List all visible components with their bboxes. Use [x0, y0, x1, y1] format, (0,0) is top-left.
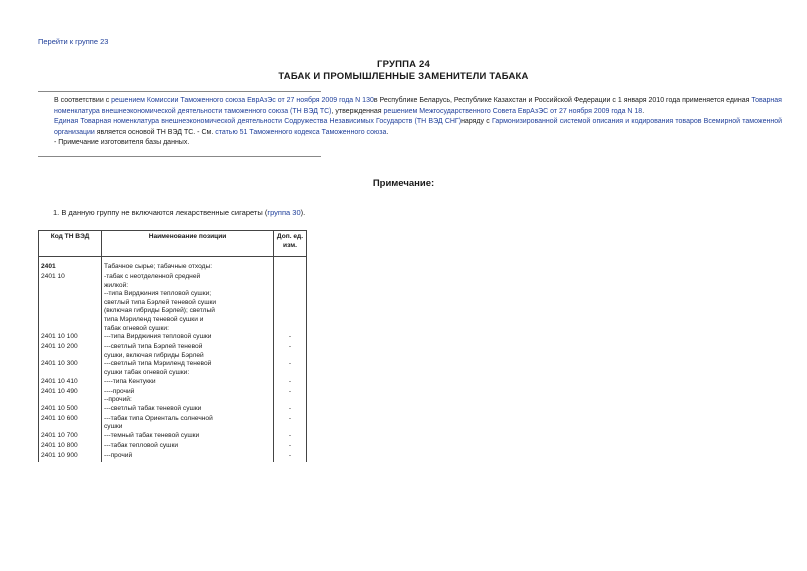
header-code: Код ТН ВЭД — [39, 231, 102, 257]
paragraph-text: наряду с — [461, 118, 492, 125]
table-row — [39, 432, 307, 442]
table-row — [39, 388, 307, 405]
group-title: ГРУППА 24 — [376, 59, 431, 70]
row-description: ----прочий --прочий: — [102, 388, 274, 405]
table-row — [39, 333, 307, 343]
paragraph-text: является основой ТН ВЭД ТС. - См. — [94, 128, 216, 136]
table-row — [39, 273, 307, 333]
document-link[interactable]: Гармонизированной системой описания и кодирования товаров Всемирной таможенной организации — [54, 118, 782, 136]
divider-bottom — [38, 156, 321, 157]
header-unit: Доп. ед. изм. — [274, 231, 307, 257]
row-unit: - — [274, 405, 307, 415]
note-item-1-text: 1. В данную группу не включаются лекарственные сигареты ( — [53, 208, 268, 217]
tariff-table — [38, 230, 307, 462]
header-name: Наименование позиции — [102, 231, 274, 257]
table-row — [39, 343, 307, 360]
row-description: ---светлый типа Бэрлей теневой сушки, включая гибриды Бэрлей — [102, 343, 274, 360]
table-row — [39, 452, 307, 462]
paragraph-text: в Республике Беларусь, Республике Казахстан и Российской Федерации с 1 января 2010 года применяется единая — [373, 97, 752, 104]
note-heading: Примечание: — [372, 178, 435, 189]
row-description: -табак с неотделенной средней жилкой: --типа Вирджиния тепловой сушки; светлый типа Бэрлей теневой сушки (включая гибриды Бэрлей); светлый типа Мэриленд теневой сушки и табак огневой сушки: — [102, 273, 274, 333]
row-description: ---темный табак теневой сушки — [102, 432, 274, 442]
document-link[interactable]: решением Межгосударственного Совета ЕврАзЭС от 27 ноября 2009 года N 18 — [383, 107, 643, 115]
row-code: 2401 — [39, 261, 102, 273]
paragraph-text: . — [642, 107, 645, 115]
row-code: 2401 10 200 — [39, 343, 102, 360]
note-item-1 — [53, 208, 305, 217]
row-unit: - — [274, 442, 307, 452]
row-unit: - — [274, 415, 307, 432]
document-link[interactable]: решением Комиссии Таможенного союза ЕврАзЭс от 27 ноября 2009 года N 130 — [111, 97, 374, 104]
row-code: 2401 10 410 — [39, 378, 102, 388]
paragraph-text: . — [386, 128, 389, 136]
row-description: ---светлый типа Мэриленд теневой сушки табак огневой сушки: — [102, 360, 274, 377]
group-subtitle: ТАБАК И ПРОМЫШЛЕННЫЕ ЗАМЕНИТЕЛИ ТАБАКА — [278, 71, 529, 82]
row-unit: - — [274, 432, 307, 442]
intro-paragraph-2 — [38, 117, 782, 138]
paragraph-text: В соответствии с — [54, 97, 112, 104]
row-code: 2401 10 700 — [39, 432, 102, 442]
row-description: ---табак типа Ориенталь солнечной сушки — [102, 415, 274, 432]
row-unit — [274, 273, 307, 333]
prev-group-link[interactable]: Перейти к группе 23 — [38, 37, 109, 46]
table-row — [39, 415, 307, 432]
intro-paragraph-1 — [38, 96, 782, 117]
row-code: 2401 10 900 — [39, 452, 102, 462]
table-header-row — [39, 231, 307, 257]
row-code: 2401 10 500 — [39, 405, 102, 415]
table-row — [39, 360, 307, 377]
row-code: 2401 10 100 — [39, 333, 102, 343]
row-code: 2401 10 800 — [39, 442, 102, 452]
row-description: ---прочий — [102, 452, 274, 462]
document-link[interactable]: статью 51 Таможенного кодекса Таможенного союза — [215, 128, 387, 136]
row-code: 2401 10 — [39, 273, 102, 333]
row-unit: - — [274, 333, 307, 343]
note-item-1-end: ). — [300, 208, 306, 217]
row-code: 2401 10 600 — [39, 415, 102, 432]
row-unit: - — [274, 452, 307, 462]
row-unit: - — [274, 378, 307, 388]
row-code: 2401 10 490 — [39, 388, 102, 405]
row-unit: - — [274, 388, 307, 405]
row-description: ----типа Кентукки — [102, 378, 274, 388]
group-30-link[interactable]: группа 30 — [267, 208, 301, 217]
row-description: ---табак тепловой сушки — [102, 442, 274, 452]
row-description: ---типа Вирджиния тепловой сушки — [102, 333, 274, 343]
table-row — [39, 405, 307, 415]
table-row — [39, 442, 307, 452]
row-code: 2401 10 300 — [39, 360, 102, 377]
db-maker-note: - Примечание изготовителя базы данных. — [54, 139, 190, 146]
table-row — [39, 378, 307, 388]
row-unit: - — [274, 360, 307, 377]
document-link[interactable]: Единая Товарная номенклатура внешнеэкономической деятельности Содружества Независимых Государств (ТН ВЭД СНГ) — [54, 118, 462, 125]
row-unit — [274, 261, 307, 273]
table-row — [39, 261, 307, 273]
document-link[interactable]: Товарная номенклатура внешнеэкономической деятельности таможенного союза (ТН ВЭД ТС) — [54, 97, 782, 115]
row-unit: - — [274, 343, 307, 360]
row-description: ---светлый табак теневой сушки — [102, 405, 274, 415]
paragraph-text: , утвержденная — [331, 107, 384, 115]
divider-top — [38, 91, 321, 92]
row-description: Табачное сырье; табачные отходы: — [102, 261, 274, 273]
